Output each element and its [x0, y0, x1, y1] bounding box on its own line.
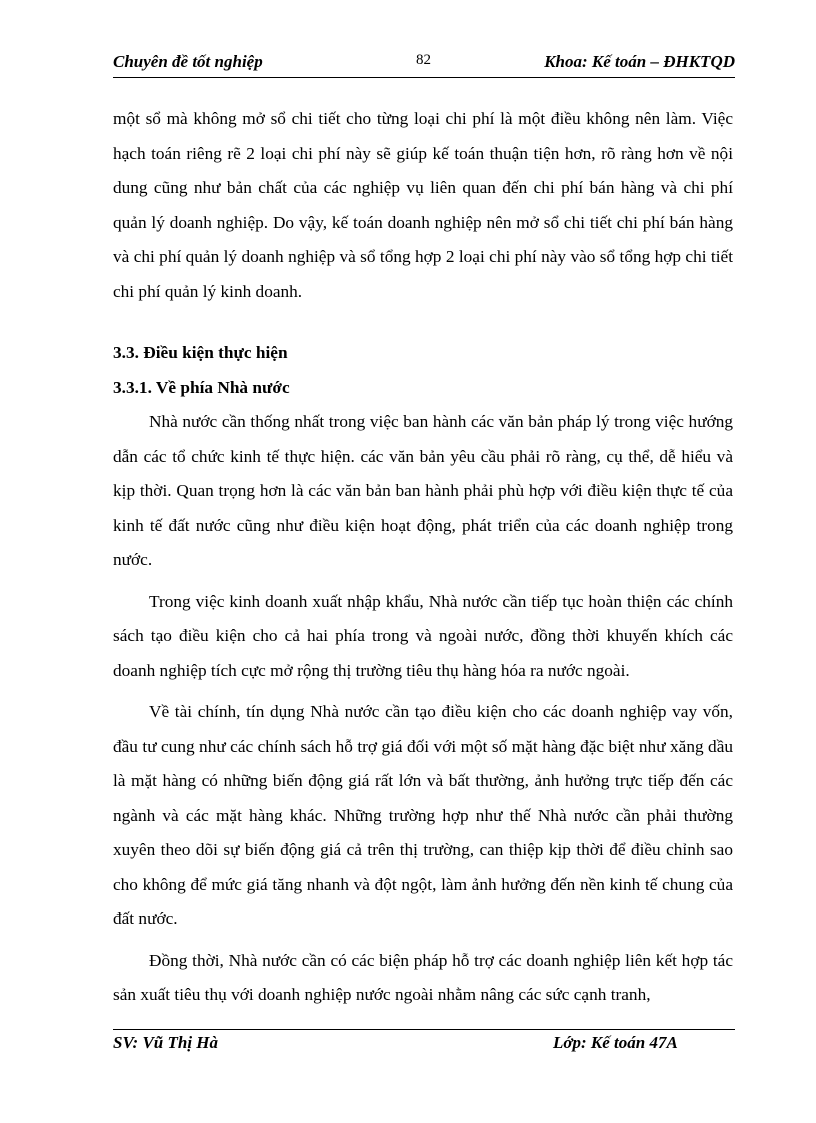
- body-paragraph: Nhà nước cần thống nhất trong việc ban hành các văn bản pháp lý trong việc hướng dẫn các tổ chức kinh tế thực hiện. các văn bản yêu cầu phải rõ ràng, cụ thể, dễ hiểu và kịp thời. Quan trọng hơn là các văn bản ban hành phải phù hợp với điều kiện thực tế của kinh tế đất nước cũng như điều kiện hoạt động, phát triển của các doanh nghiệp trong nước.: [113, 412, 733, 569]
- header-department: Khoa: Kế toán – ĐHKTQD: [544, 52, 735, 71]
- body-paragraph: Trong việc kinh doanh xuất nhập khẩu, Nhà nước cần tiếp tục hoàn thiện các chính sách tạo điều kiện cho cả hai phía trong và ngoài nước, đồng thời khuyến khích các doanh nghiệp tích cực mở rộng thị trường tiêu thụ hàng hóa ra nước ngoài.: [113, 591, 733, 680]
- footer-divider: [113, 1029, 735, 1030]
- body-paragraph: Về tài chính, tín dụng Nhà nước cần tạo điều kiện cho các doanh nghiệp vay vốn, đầu tư cung như các chính sách hỗ trợ giá đối với một số mặt hàng đặc biệt như xăng dầu là mặt hàng có những biến động giá rất lớn và bất thường, ảnh hưởng trực tiếp đến các ngành và các mặt hàng khác. Những trường hợp như thế Nhà nước cần phải thường xuyên theo dõi sự biến động giá cả trên thị trường, can thiệp kịp thời để điều chỉnh sao cho không để mức giá tăng nhanh và đột ngột, làm ảnh hưởng đến nền kinh tế chung của đất nước.: [113, 702, 733, 928]
- page-footer: [113, 1033, 735, 1057]
- header-document-title: Chuyên đề tốt nghiệp: [113, 52, 263, 71]
- page-header: [113, 52, 735, 76]
- footer-class-name: Lớp: Kế toán 47A: [553, 1033, 678, 1052]
- subsection-heading: 3.3.1. Về phía Nhà nước: [113, 377, 290, 397]
- footer-student-name: SV: Vũ Thị Hà: [113, 1033, 219, 1052]
- intro-paragraph: một sổ mà không mở sổ chi tiết cho từng loại chi phí là một điều không nên làm. Việc hạch toán riêng rẽ 2 loại chi phí này sẽ giúp kế toán thuận tiện hơn, rõ ràng hơn về nội dung cũng như bản chất của các nghiệp vụ liên quan đến chi phí bán hàng và chi phí quản lý doanh nghiệp. Do vậy, kế toán doanh nghiệp nên mở sổ chi tiết chi phí bán hàng và chi phí quản lý doanh nghiệp và sổ tổng hợp 2 loại chi phí này vào sổ tổng hợp chi tiết chi phí quản lý kinh doanh.: [113, 109, 733, 301]
- section-spacer: [113, 309, 733, 336]
- body-paragraph: Đồng thời, Nhà nước cần có các biện pháp hỗ trợ các doanh nghiệp liên kết hợp tác sản xuất tiêu thụ với doanh nghiệp nước ngoài nhằm nâng các sức cạnh tranh,: [113, 950, 733, 1004]
- page-number: 82: [416, 52, 431, 68]
- section-heading: 3.3. Điều kiện thực hiện: [113, 343, 288, 362]
- page-body: [113, 102, 733, 1020]
- header-divider: [113, 77, 735, 78]
